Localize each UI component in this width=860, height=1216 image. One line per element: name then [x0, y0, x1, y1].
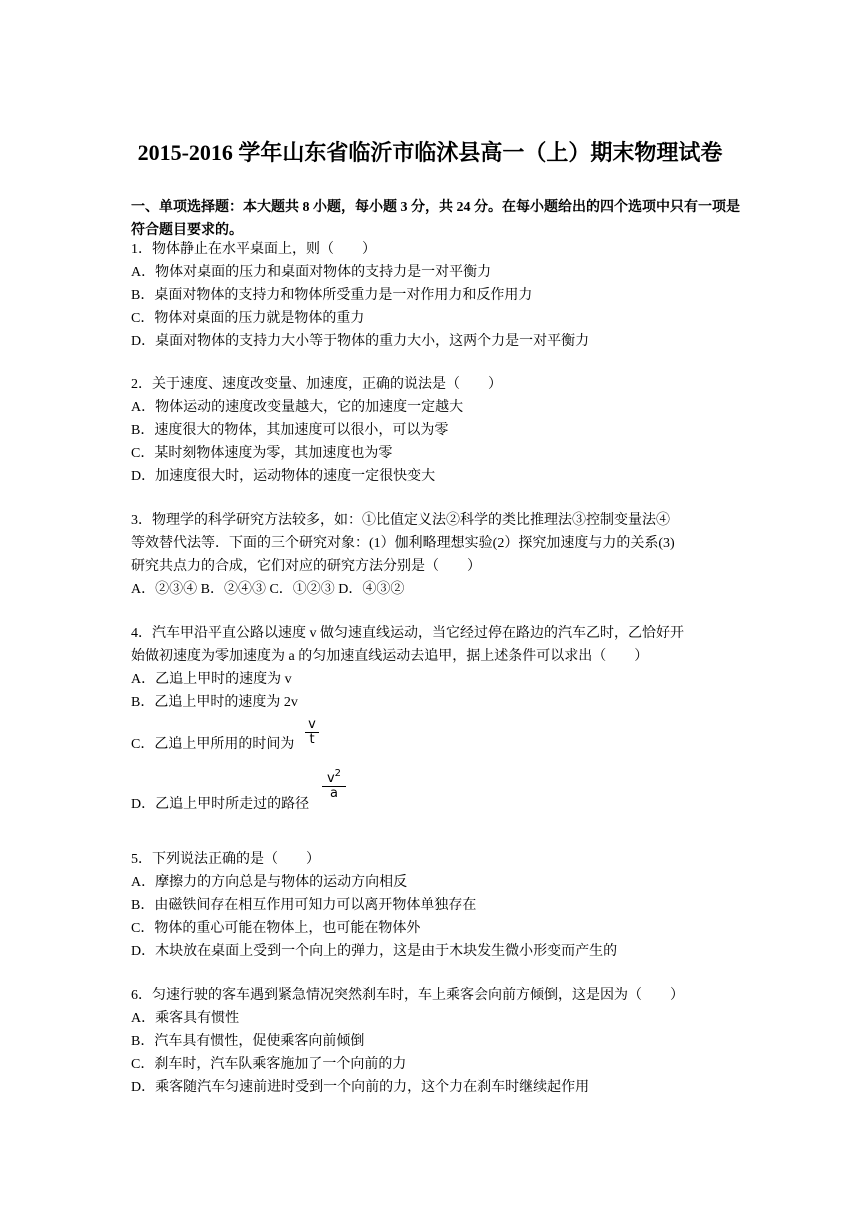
question-2-option-d: D．加速度很大时，运动物体的速度一定很快变大 [131, 469, 436, 484]
fraction-numerator: v [308, 717, 316, 732]
question-4-option-a: A．乙追上甲时的速度为 v [131, 672, 292, 687]
fraction-v-over-t [305, 718, 319, 747]
question-6-option-a: A．乘客具有惯性 [131, 1011, 240, 1026]
question-2-stem: 2．关于速度、速度改变量、加速度，正确的说法是（ ） [131, 377, 502, 392]
question-4-option-c: C．乙追上甲所用的时间为 [131, 737, 295, 752]
question-1-stem: 1．物体静止在水平桌面上，则（ ） [131, 242, 376, 257]
question-4-option-d: D．乙追上甲时所走过的路径 [131, 797, 310, 812]
fraction-numerator [322, 768, 346, 786]
question-3-stem-line-1: 3．物理学的科学研究方法较多，如：①比值定义法②科学的类比推理法③控制变量法④ [131, 513, 670, 528]
question-6-option-c: C．刹车时，汽车队乘客施加了一个向前的力 [131, 1057, 407, 1072]
question-6-option-b: B．汽车具有惯性，促使乘客向前倾倒 [131, 1034, 365, 1049]
question-5-option-c: C．物体的重心可能在物体上，也可能在物体外 [131, 921, 421, 936]
question-5-option-d: D．木块放在桌面上受到一个向上的弹力，这是由于木块发生微小形变而产生的 [131, 944, 618, 959]
question-1-option-d: D．桌面对物体的支持力大小等于物体的重力大小，这两个力是一对平衡力 [131, 334, 590, 349]
question-2-option-c: C．某时刻物体速度为零，其加速度也为零 [131, 446, 393, 461]
question-4-option-b: B．乙追上甲时的速度为 2v [131, 695, 298, 710]
exam-title: 2015-2016 学年山东省临沂市临沭县高一（上）期末物理试卷 [137, 140, 723, 165]
question-6-option-d: D．乘客随汽车匀速前进时受到一个向前的力，这个力在刹车时继续起作用 [131, 1080, 590, 1095]
section-header: 一、单项选择题：本大题共 8 小题，每小题 3 分，共 24 分。在每小题给出的四个选项中只有一项是符合题目要求的。 [131, 200, 740, 238]
question-3-stem-line-2: 等效替代法等．下面的三个研究对象：(1）伽利略理想实验(2）探究加速度与力的关系(3) [131, 536, 675, 551]
question-5-option-b: B．由磁铁间存在相互作用可知力可以离开物体单独存在 [131, 898, 477, 913]
question-1-option-a: A．物体对桌面的压力和桌面对物体的支持力是一对平衡力 [131, 265, 492, 280]
question-3-stem-line-3: 研究共点力的合成，它们对应的研究方法分别是（ ） [131, 559, 481, 574]
question-2-option-b: B．速度很大的物体，其加速度可以很小，可以为零 [131, 423, 449, 438]
question-5-option-a: A．摩擦力的方向总是与物体的运动方向相反 [131, 875, 408, 890]
question-4-stem-line-2: 始做初速度为零加速度为 a 的匀加速直线运动去追甲，据上述条件可以求出（ ） [131, 649, 649, 664]
question-6-stem: 6．匀速行驶的客车遇到紧急情况突然刹车时，车上乘客会向前方倾倒，这是因为（ ） [131, 988, 684, 1003]
question-5-stem: 5．下列说法正确的是（ ） [131, 852, 320, 867]
fraction-base: v [326, 771, 335, 786]
question-1-option-b: B．桌面对物体的支持力和物体所受重力是一对作用力和反作用力 [131, 288, 533, 303]
fraction-denominator: a [330, 786, 338, 801]
question-4-stem-line-1: 4．汽车甲沿平直公路以速度 v 做匀速直线运动，当它经过停在路边的汽车乙时，乙恰好开 [131, 626, 684, 641]
fraction-v-squared-over-a [322, 768, 346, 801]
question-3-options: A．②③④ B．②④③ C．①②③ D．④③② [131, 582, 405, 597]
question-2-option-a: A．物体运动的速度改变量越大，它的加速度一定越大 [131, 400, 464, 415]
question-1-option-c: C．物体对桌面的压力就是物体的重力 [131, 311, 365, 326]
fraction-exponent: 2 [334, 768, 342, 779]
fraction-denominator: t [309, 732, 315, 747]
